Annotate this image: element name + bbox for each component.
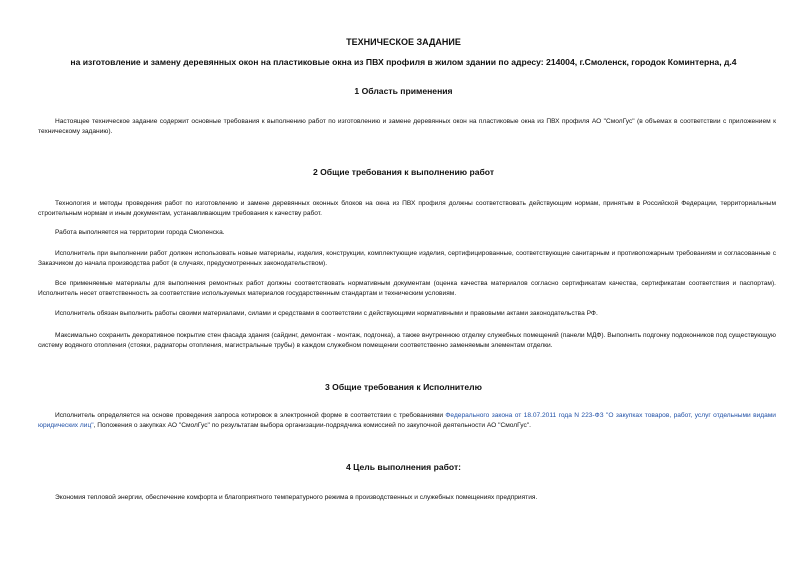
document-subtitle: на изготовление и замену деревянных окон на пластиковые окна из ПВХ профиля в жилом здании по адресу: 214004, г.Смоленск, городок Коминтерна, д.4 bbox=[70, 57, 737, 67]
section-1-paragraph-1: Настоящее техническое задание содержит основные требования к выполнению работ по изготовлению и замене деревянных окон на пластиковые окна из ПВХ профиля АО "СмолГус" (в объемах в соответствии с приложением к техническому заданию). bbox=[38, 118, 776, 135]
section-2-paragraph-1: Технология и методы проведения работ по изготовлению и замене деревянных оконных блоков на окна из ПВХ профиля должны соответствовать действующим нормам, принятым в Российской Федерации, территориальным строительным нормам и иным документам, устанавливающим требования к качеству работ. bbox=[38, 200, 776, 217]
section-3-text-before: Исполнитель определяется на основе проведения запроса котировок в электронной форме в соответствии с требованиями bbox=[55, 412, 446, 419]
section-1-heading: 1 Область применения bbox=[354, 86, 453, 96]
section-2-heading: 2 Общие требования к выполнению работ bbox=[312, 167, 495, 177]
section-2-paragraph-2: Работа выполняется на территории города Смоленска. bbox=[55, 229, 225, 236]
section-4-paragraph-1: Экономия тепловой энергии, обеспечение комфорта и благоприятного температурного режима в производственных и служебных помещениях предприятия. bbox=[55, 494, 538, 501]
section-3-paragraph-1 bbox=[38, 411, 776, 431]
section-2-paragraph-4: Все применяемые материалы для выполнения ремонтных работ должны соответствовать нормативным документам (оценка качества материалов согласно сертификатам качества, сертификатам соответствия и паспортам). Исполнитель несет ответственность за соответствие используемых материалов государственным стандартам и техническим условиям. bbox=[38, 280, 776, 297]
federal-law-link[interactable]: Федерального закона от 18.07.2011 года N 223-ФЗ "О закупках товаров, работ, услуг отдельными видами юридических лиц" bbox=[38, 412, 776, 429]
section-2-paragraph-5: Исполнитель обязан выполнить работы своими материалами, силами и средствами в соответствии с действующими нормативными и правовыми актами законодательства РФ. bbox=[55, 310, 598, 317]
section-3-text-after: , Положения о закупках АО "СмолГус" по результатам выбора организации-подрядчика комиссией по закупочной деятельности АО "СмолГус". bbox=[93, 422, 531, 429]
document-title: ТЕХНИЧЕСКОЕ ЗАДАНИЕ bbox=[346, 37, 461, 47]
section-4-heading: 4 Цель выполнения работ: bbox=[345, 462, 462, 472]
section-2-paragraph-6: Максимально сохранить декоративное покрытие стен фасада здания (сайдинг, демонтаж - монтаж, подгонка), а также внутреннюю отделку служебных помещений (панели МДФ). Выполнить подгонку подоконников под существующую систему водяного отопления (стояки, радиаторы отопления, магистральные трубы) в каждом служебном помещении соответственно заменяемым элементам отделки. bbox=[38, 332, 776, 349]
section-2-paragraph-3: Исполнитель при выполнении работ должен использовать новые материалы, изделия, конструкции, комплектующие изделия, сертифицированные, соответствующие санитарным и противопожарным требованиям и согласованные с Заказчиком до начала производства работ (в случаях, предусмотренных законодательством). bbox=[38, 250, 776, 267]
section-3-heading: 3 Общие требования к Исполнителю bbox=[325, 382, 482, 392]
